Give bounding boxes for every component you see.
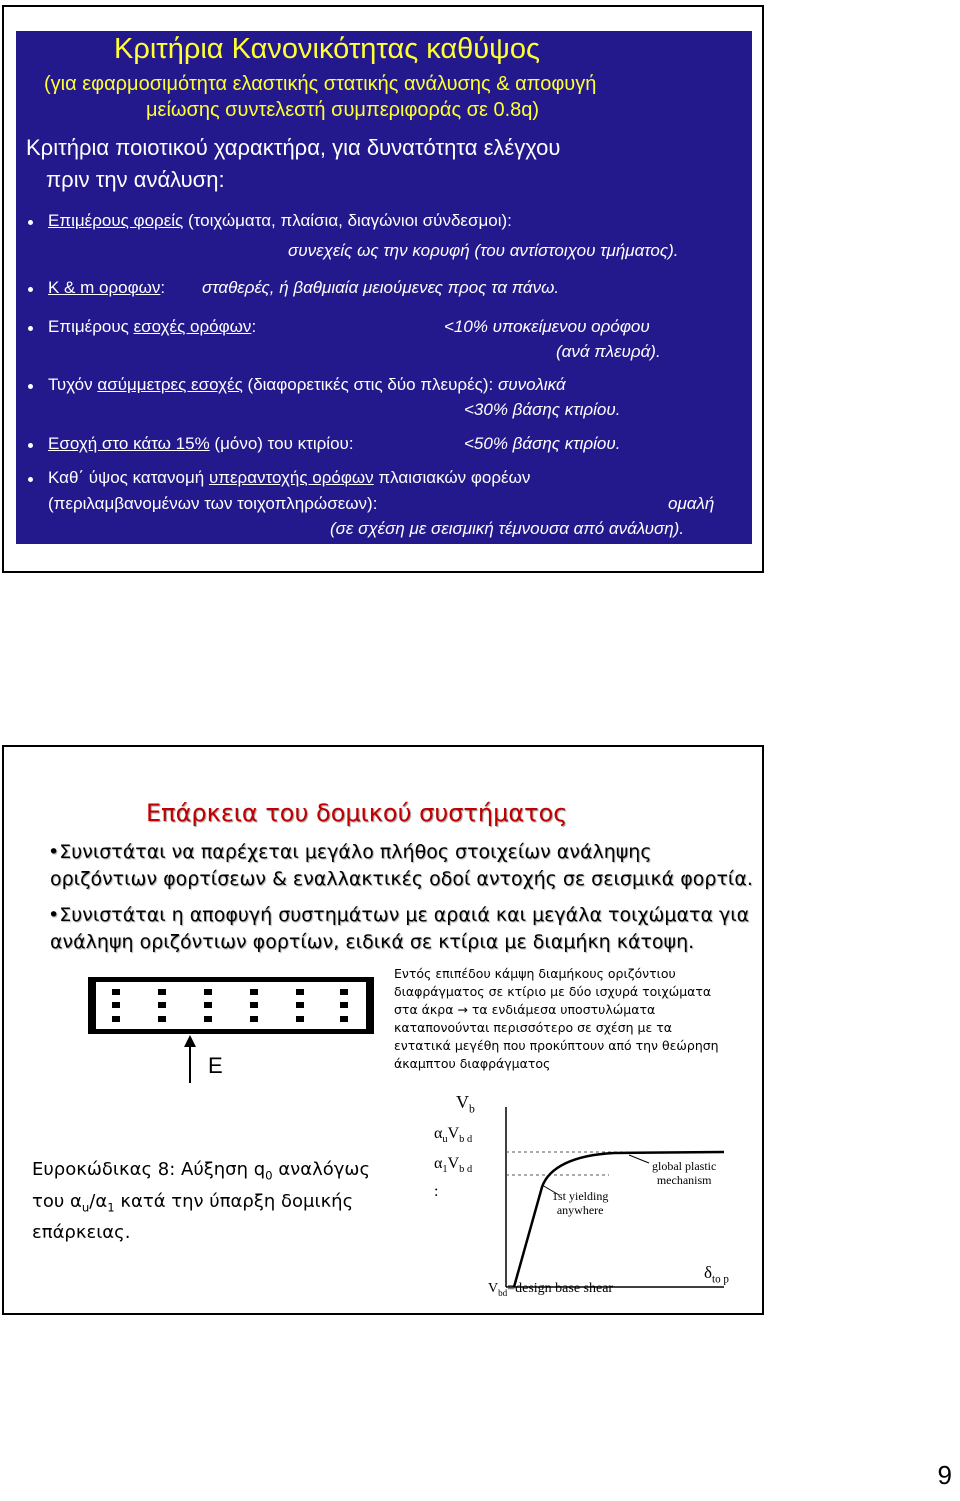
caption-sub: u [81,1200,90,1215]
bullet-dot [28,384,33,389]
bullet-6-plain: Καθ΄ ύψος κατανομή [48,468,209,487]
bullet-1-rest: (τοιχώματα, πλαίσια, διαγώνιοι σύνδεσμοι): [183,211,512,230]
diaphragm-note: Εντός επιπέδου κάμψη διαμήκους οριζόντιου διαφράγματος σε κτίριο με δύο ισχυρά τοιχώματα στα άκρα → τα ενδιάμεσα υποστυλώματα καταπονούνται περισσότερο σε σχέση με τα εντατικά μεγέθη που προκύπτουν από την θεώρηση άκαμπτου διαφράγματος [394,966,719,1071]
caption-sub: 1 [107,1200,115,1215]
slide-1-heading-line-1: Κριτήρια ποιοτικού χαρακτήρα, για δυνατότητα ελέγχου [26,135,561,160]
a1-label [434,1155,472,1175]
slide-1-subtitle-line-2: μείωσης συντελεστή συμπεριφοράς σε 0.8q) [146,99,540,121]
bullet-3-plain: Επιμέρους [48,317,134,336]
column-dots [112,989,348,1022]
bullet-6-line-2: (περιλαμβανομένων των τοιχοπληρώσεων): [48,494,378,513]
caption-text: κατά την ύπαρξη δομικής [114,1190,354,1212]
delta: δ [704,1263,713,1282]
y-axis-label [456,1092,475,1116]
vbd-sub: bd [498,1287,508,1298]
vbd-rest: =design base shear [507,1281,614,1296]
eurocode-caption [32,1157,402,1246]
bullet-4-plain: Τυχόν [48,375,98,394]
v: V [447,1125,460,1142]
bullet-2-underlined: K & m οροφων [48,278,161,297]
slide-1-background [16,31,752,544]
page-number: 9 [937,1460,952,1490]
bullet-6-rest: πλαισιακών φορέων [373,468,531,487]
caption-text: /α [89,1190,108,1212]
caption-text: του α [32,1190,82,1212]
global-label-2: mechanism [656,1173,712,1187]
bullet-dot [28,326,33,331]
global-mechanism-pointer [629,1155,649,1163]
caption-text: αναλόγως [272,1159,371,1180]
global-mechanism-label [652,1159,716,1187]
caption-sub: 0 [265,1168,273,1183]
bullet-2-detail: σταθερές, ή βαθμιαία μειούμενες προς τα πάνω. [202,278,560,297]
bullet-3-underlined: εσοχές ορόφων [133,317,252,336]
load-label: E [208,1053,223,1078]
bullet-5-underlined: Εσοχή στο κάτω 15% [48,434,210,453]
bullet-dot [28,443,33,448]
diaphragm-left-wall [88,977,96,1034]
bullet-4-rest: (διαφορετικές στις δύο πλευρές): [242,375,498,394]
caption-text: επάρκειας. [32,1222,131,1244]
slide-1 [2,5,764,573]
bullet-6-underlined: υπεραντοχής ορόφων [208,468,374,487]
bullet-5-detail: <50% βάσης κτιρίου. [464,434,621,453]
bullet-4-underlined: ασύμμετρες εσοχές [97,375,243,394]
slide-2-paragraph-2-line-2: ανάληψη οριζόντιων φορτίων, ειδικά σε κτίρια με διαμήκη κάτοψη. [50,931,695,953]
bullet-6-detail-2: (σε σχέση με σεισμική τέμνουσα από ανάλυση). [330,519,685,538]
global-label-1: global plastic [652,1159,717,1173]
bullet-3 [48,317,256,337]
alpha-sub: 1 [442,1164,448,1176]
v-sub: b d [459,1134,473,1146]
bullet-4 [48,375,566,395]
slide-2-title: Επάρκεια του δομικού συστήματος [146,799,568,827]
bullet-6-detail-1: ομαλή [668,494,715,513]
bullet-3-rest: : [251,317,257,336]
vb-sub: b [469,1102,475,1116]
v-sub: b d [459,1164,473,1176]
diaphragm-top-wall [88,977,374,982]
bullet-2-rest: : [160,278,166,297]
caption-text: Ευροκώδικας 8: Αύξηση q [32,1159,266,1180]
slide-1-heading-line-2: πριν την ανάλυση: [46,167,225,192]
bullet-5 [48,434,354,454]
bullet-3-detail-2: (ανά πλευρά). [556,342,661,361]
slide-2-paragraph-1-line-1: •Συνιστάται να παρέχεται μεγάλο πλήθος στοιχείων ανάληψης [48,841,652,863]
diaphragm-diagram [88,973,388,1088]
bullet-1-underlined: Επιμέρους φορείς [48,211,184,230]
colon-label: : [434,1183,439,1200]
bullet-2 [48,278,165,298]
vbd: V [488,1281,499,1296]
vbd-label [488,1281,613,1298]
alpha: α [434,1125,443,1142]
alpha: α [434,1155,443,1172]
bullet-5-rest: (μόνο) του κτιρίου: [209,434,354,453]
first-yield-1: 1st yielding [552,1189,609,1203]
bullet-4-detail-2: <30% βάσης κτιρίου. [464,400,621,419]
bullet-1-detail: συνεχείς ως την κορυφή (του αντίστοιχου τμήματος). [288,241,679,260]
au-label [434,1125,472,1145]
vb: V [456,1092,469,1112]
alpha-sub: u [442,1134,448,1146]
v: V [447,1155,460,1172]
slide-1-subtitle-line-1: (για εφαρμοσιμότητα ελαστικής στατικής ανάλυσης & αποφυγή [44,73,597,95]
diaphragm-bottom-wall [88,1029,374,1034]
bullet-dot [28,477,33,482]
bullet-dot [28,220,33,225]
bullet-4-detail-1: συνολικά [497,375,566,394]
bullet-3-detail-1: <10% υποκείμενου ορόφου [444,317,650,336]
bullet-1 [48,211,512,231]
first-yield-2: anywhere [556,1203,604,1217]
slide-2-paragraph-1-line-2: οριζόντιων φορτίσεων & εναλλακτικές οδοί αντοχής σε σεισμικά φορτία. [50,868,753,890]
load-arrow-head [184,1035,196,1047]
slide-1-title: Κριτήρια Κανονικότητας καθύψος [114,33,540,65]
diaphragm-right-wall [366,977,374,1034]
slide-2 [2,745,764,1315]
delta-sub: to p [712,1273,729,1286]
slide-2-paragraph-2-line-1: •Συνιστάται η αποφυγή συστημάτων με αραιά και μεγάλα τοιχώματα για [48,904,750,926]
bullet-dot [28,287,33,292]
bullet-6 [48,468,530,488]
x-axis-label [704,1263,729,1285]
first-yield-label [552,1189,608,1217]
